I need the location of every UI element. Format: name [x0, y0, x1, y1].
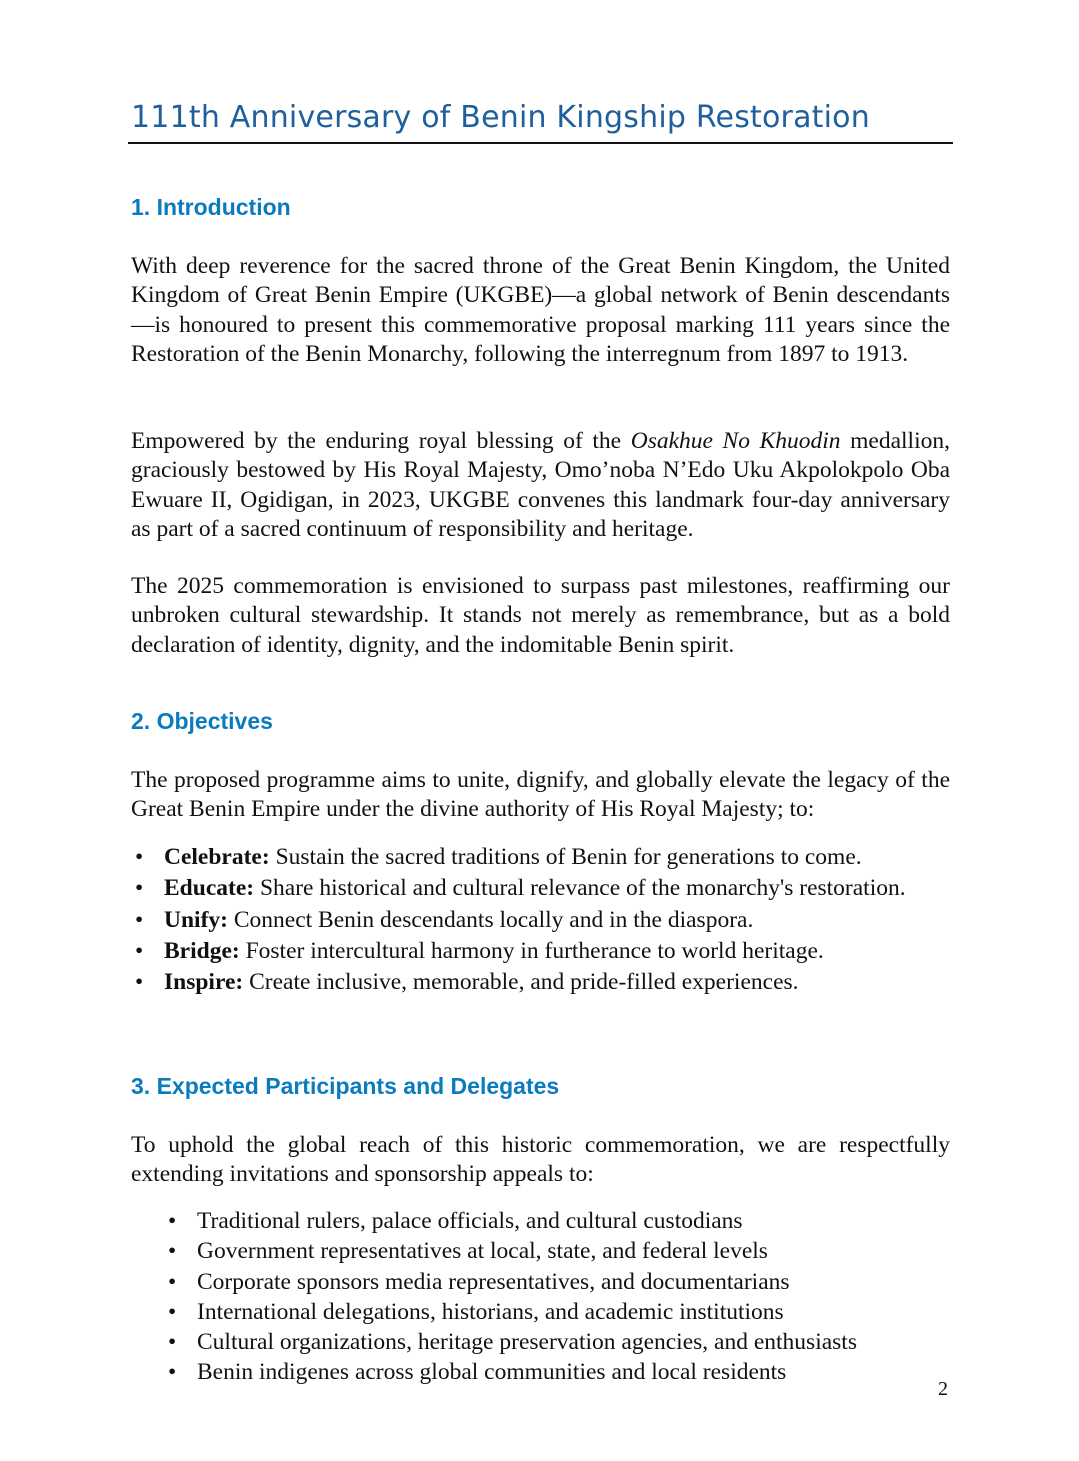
intro-paragraph-3: The 2025 commemoration is envisioned to surpass past milestones, reaffirming our unbroken cultural stewardship. It stands not merely as remembrance, but as a bold declaration of identity, dignity, and the indomitable Benin spirit. — [131, 573, 950, 658]
list-item — [131, 874, 950, 903]
objective-term: Celebrate: — [164, 844, 270, 870]
participant-text: Cultural organizations, heritage preservation agencies, and enthusiasts — [197, 1329, 857, 1356]
bullet-icon: • — [168, 1208, 177, 1234]
participant-text: Government representatives at local, state, and federal levels — [197, 1238, 768, 1265]
list-item — [131, 843, 950, 872]
list-item — [164, 1328, 954, 1357]
list-item — [131, 906, 950, 935]
objective-term: Unify: — [164, 906, 228, 933]
list-item — [131, 968, 950, 997]
list-item — [164, 1358, 954, 1387]
objective-text: Create inclusive, memorable, and pride-filled experiences. — [243, 969, 799, 996]
list-item — [164, 1268, 954, 1297]
bullet-icon: • — [168, 1268, 177, 1295]
bullet-icon: • — [168, 1298, 177, 1325]
bullet-icon: • — [135, 875, 144, 902]
bullet-icon: • — [135, 844, 144, 870]
intro-p2-text-start: Empowered by the enduring royal blessing of the — [131, 428, 631, 454]
intro-paragraph-2 — [131, 427, 950, 544]
list-item — [164, 1237, 954, 1266]
intro-p2-text-end: medallion, graciously bestowed by His Royal Majesty, Omo’noba N’Edo Uku Akpolokpolo Oba Ewuare II, Ogidigan, in 2023, UKGBE convenes this landmark four-day anniversary as part of a sacred continuum of responsibility and heritage. — [131, 428, 950, 542]
participants-intro: To uphold the global reach of this historic commemoration, we are respectfully extending invitations and sponsorship appeals to: — [131, 1132, 950, 1188]
objective-term: Educate: — [164, 875, 255, 902]
objectives-intro: The proposed programme aims to unite, dignify, and globally elevate the legacy of the Great Benin Empire under the divine authority of His Royal Majesty; to: — [131, 767, 950, 823]
participant-text: International delegations, historians, and academic institutions — [197, 1298, 784, 1325]
page-title: 111th Anniversary of Benin Kingship Restoration — [131, 100, 870, 135]
medallion-name: Osakhue No Khuodin — [630, 428, 841, 454]
section-heading-participants: 3. Expected Participants and Delegates — [131, 1073, 560, 1099]
list-item — [164, 1207, 954, 1236]
objective-text: Foster intercultural harmony in furtherance to world heritage. — [239, 937, 824, 964]
objective-text: Connect Benin descendants locally and in the diaspora. — [227, 906, 754, 933]
bullet-icon: • — [168, 1329, 177, 1356]
list-item — [131, 937, 950, 966]
bullet-icon: • — [168, 1238, 177, 1265]
participant-text: Traditional rulers, palace officials, and cultural custodians — [197, 1208, 743, 1234]
objectives-list — [131, 843, 950, 999]
participant-text: Benin indigenes across global communities and local residents — [197, 1359, 787, 1386]
section-heading-introduction: 1. Introduction — [131, 194, 291, 220]
participant-text: Corporate sponsors media representatives, and documentarians — [197, 1268, 790, 1295]
section-heading-objectives: 2. Objectives — [131, 708, 273, 734]
bullet-icon: • — [135, 937, 144, 964]
objective-term: Inspire: — [164, 969, 244, 996]
participants-list — [164, 1207, 954, 1389]
objective-text: Sustain the sacred traditions of Benin for generations to come. — [269, 844, 862, 870]
bullet-icon: • — [135, 906, 144, 933]
objective-text: Share historical and cultural relevance of the monarchy's restoration. — [254, 875, 906, 902]
objective-term: Bridge: — [164, 937, 240, 964]
list-item — [164, 1298, 954, 1327]
intro-paragraph-1: With deep reverence for the sacred throne of the Great Benin Kingdom, the United Kingdom of Great Benin Empire (UKGBE)—a global network of Benin descendants—is honoured to present this commemorative proposal marking 111 years since the Restoration of the Benin Monarchy, following the interregnum from 1897 to 1913. — [131, 253, 950, 367]
title-underline — [128, 142, 953, 144]
bullet-icon: • — [135, 969, 144, 996]
page-number: 2 — [938, 1378, 948, 1400]
bullet-icon: • — [168, 1359, 177, 1386]
